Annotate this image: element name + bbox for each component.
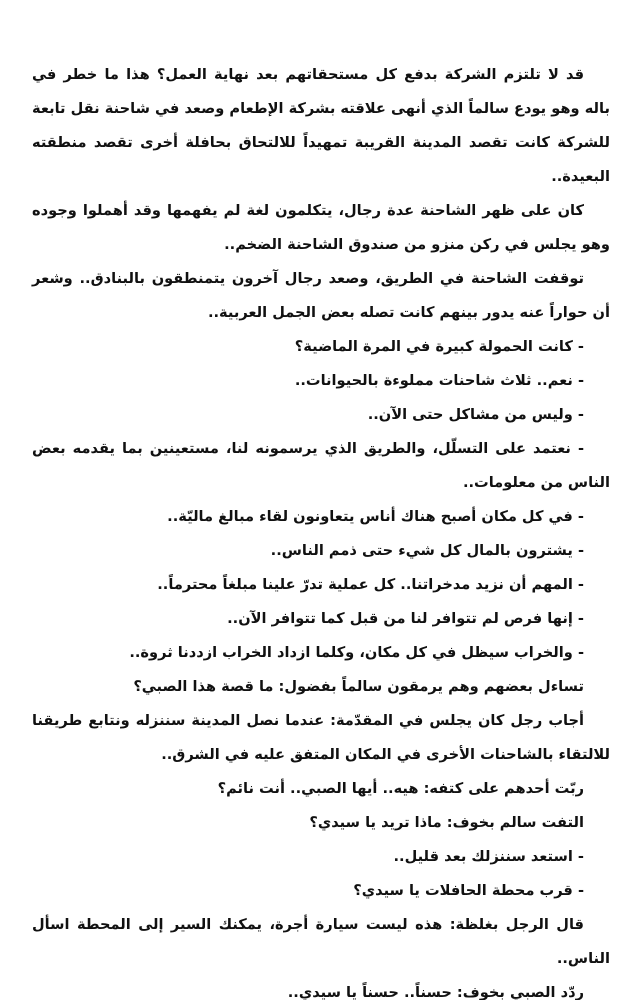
dialogue-line: - وليس من مشاكل حتى الآن.. <box>367 406 584 423</box>
paragraph: كان على ظهر الشاحنة عدة رجال، يتكلمون لغة لم يفهمها وقد أهملوا وجوده وهو يجلس في ركن منزو من صندوق الشاحنة الضخم.. <box>32 202 610 253</box>
paragraph: ردّد الصبي بخوف: حسناً.. حسناً يا سيدي.. <box>287 984 584 1000</box>
paragraph: تساءل بعضهم وهم يرمقون سالماً بفضول: ما قصة هذا الصبي؟ <box>133 678 584 695</box>
paragraph: ربّت أحدهم على كتفه: هيه.. أيها الصبي.. أنت نائم؟ <box>217 780 584 797</box>
dialogue-line: - نعم.. ثلاث شاحنات مملوءة بالحيوانات.. <box>294 372 584 389</box>
paragraph: قال الرجل بغلظة: هذه ليست سيارة أجرة، يمكنك السير إلى المحطة اسأل الناس.. <box>32 916 610 967</box>
dialogue-line: - والخراب سيظل في كل مكان، وكلما ازداد الخراب ازددنا ثروة.. <box>129 644 584 661</box>
paragraph: قد لا تلتزم الشركة بدفع كل مستحقاتهم بعد نهاية العمل؟ هذا ما خطر في باله وهو يودع سالماً الذي أنهى علاقته بشركة الإطعام وصعد في شاحنة نقل تابعة للشركة كانت تقصد المدينة القريبة تمهيداً للالتحاق بحافلة أخرى تقصد منطقته البعيدة.. <box>32 66 610 185</box>
paragraph: أجاب رجل كان يجلس في المقدّمة: عندما نصل المدينة سننزله ونتابع طريقنا للالتقاء بالشاحنات الأخرى في المكان المتفق عليه في الشرق.. <box>32 712 610 763</box>
paragraph: التفت سالم بخوف: ماذا تريد يا سيدي؟ <box>309 814 584 831</box>
dialogue-line: - نعتمد على التسلّل، والطريق الذي يرسمونه لنا، مستعينين بما يقدمه بعض الناس من معلومات.. <box>32 440 610 491</box>
dialogue-line: - قرب محطة الحافلات يا سيدي؟ <box>353 882 584 899</box>
dialogue-line: - استعد سننزلك بعد قليل.. <box>393 848 584 865</box>
dialogue-line: - كانت الحمولة كبيرة في المرة الماضية؟ <box>294 338 584 355</box>
dialogue-line: - يشترون بالمال كل شيء حتى ذمم الناس.. <box>270 542 584 559</box>
dialogue-line: - في كل مكان أصبح هناك أناس يتعاونون لقاء مبالغ ماليّة.. <box>167 508 584 525</box>
dialogue-line: - المهم أن نزيد مدخراتنا.. كل عملية تدرّ علينا مبلغاً محترماً.. <box>157 576 584 593</box>
dialogue-line: - إنها فرص لم تتوافر لنا من قبل كما تتوافر الآن.. <box>227 610 584 627</box>
paragraph: توقفت الشاحنة في الطريق، وصعد رجال آخرون يتمنطقون بالبنادق.. وشعر أن حواراً عنه يدور بينهم كانت تصله بعض الجمل العربية.. <box>32 270 610 321</box>
